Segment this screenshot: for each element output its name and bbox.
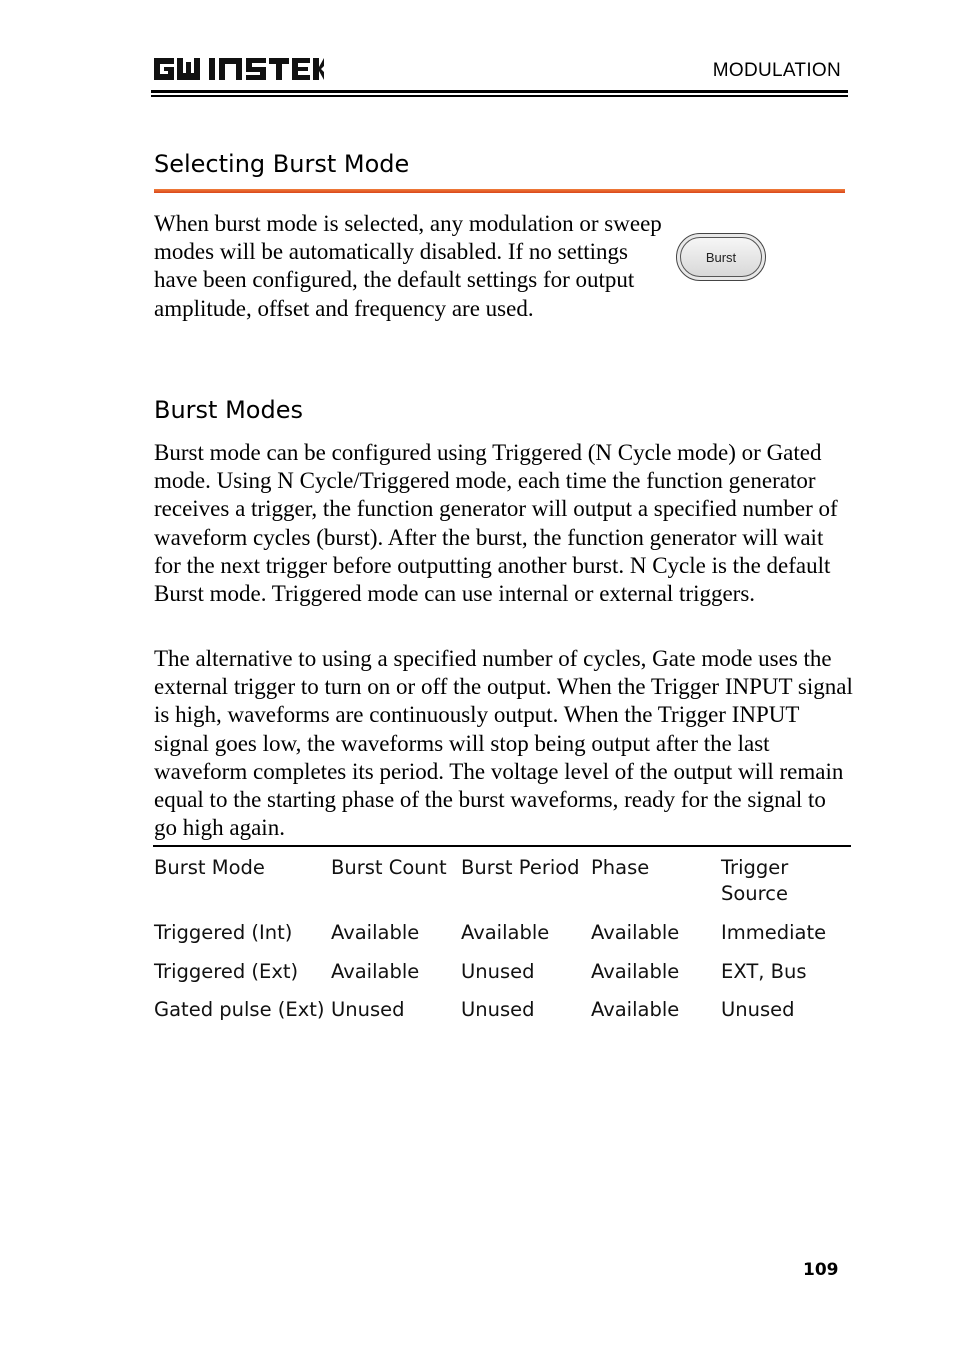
heading-underline	[154, 189, 845, 193]
table-cell: Available	[461, 921, 550, 944]
burst-modes-paragraph-2: The alternative to using a specified number of cycles, Gate mode uses the external trigger to turn on or off the output. When the Trigger INPUT signal is high, waveforms are continuously output. When the Trigger INPUT signal goes low, the waveforms will stop being output after the last waveform completes its period. The voltage level of the output will remain equal to the starting phase of the burst waveforms, ready for the signal to go high again.	[154, 646, 853, 841]
table-header-cell: Trigger Source	[721, 856, 789, 905]
table-header-cell: Burst Mode	[154, 856, 265, 879]
section-title: MODULATION	[712, 60, 841, 81]
table-cell: EXT, Bus	[721, 960, 807, 983]
heading-burst-modes: Burst Modes	[154, 396, 303, 424]
table-header-cell: Burst Count	[331, 856, 447, 879]
table-cell: Available	[591, 960, 680, 983]
table-cell: Unused	[721, 998, 795, 1021]
header-rule	[151, 90, 848, 93]
table-cell: Available	[591, 921, 680, 944]
header-rule-thin	[151, 95, 848, 97]
intro-paragraph: When burst mode is selected, any modulation or sweep modes will be automatically disabled. If no settings have been configured, the default settings for output amplitude, offset and frequency are used.	[154, 211, 662, 321]
burst-key-label: Burst	[680, 237, 762, 277]
table-cell: Triggered (Int)	[154, 921, 293, 944]
table-header-cell: Burst Period	[461, 856, 580, 879]
table-cell: Available	[331, 921, 420, 944]
table-cell: Available	[331, 960, 420, 983]
table-cell: Unused	[331, 998, 405, 1021]
table-cell: Gated pulse (Ext)	[154, 998, 325, 1021]
table-cell: Triggered (Ext)	[154, 960, 299, 983]
burst-key-button[interactable]	[676, 233, 766, 281]
burst-modes-paragraph-1: Burst mode can be configured using Triggered (N Cycle mode) or Gated mode. Using N Cycle/Triggered mode, each time the function generator receives a trigger, the function generator will output a specified number of waveform cycles (burst). After the burst, the function generator will wait for the next trigger before outputting another burst. N Cycle is the default Burst mode. Triggered mode can use internal or external triggers.	[154, 440, 838, 607]
table-cell: Unused	[461, 960, 535, 983]
page-number: 109	[803, 1260, 839, 1280]
table-top-rule	[153, 845, 851, 847]
table-header-cell: Phase	[591, 856, 650, 879]
table-cell: Immediate	[721, 921, 827, 944]
heading-selecting-burst-mode: Selecting Burst Mode	[154, 150, 410, 178]
table-cell: Available	[591, 998, 680, 1021]
gw-instek-logo	[152, 54, 324, 84]
table-cell: Unused	[461, 998, 535, 1021]
